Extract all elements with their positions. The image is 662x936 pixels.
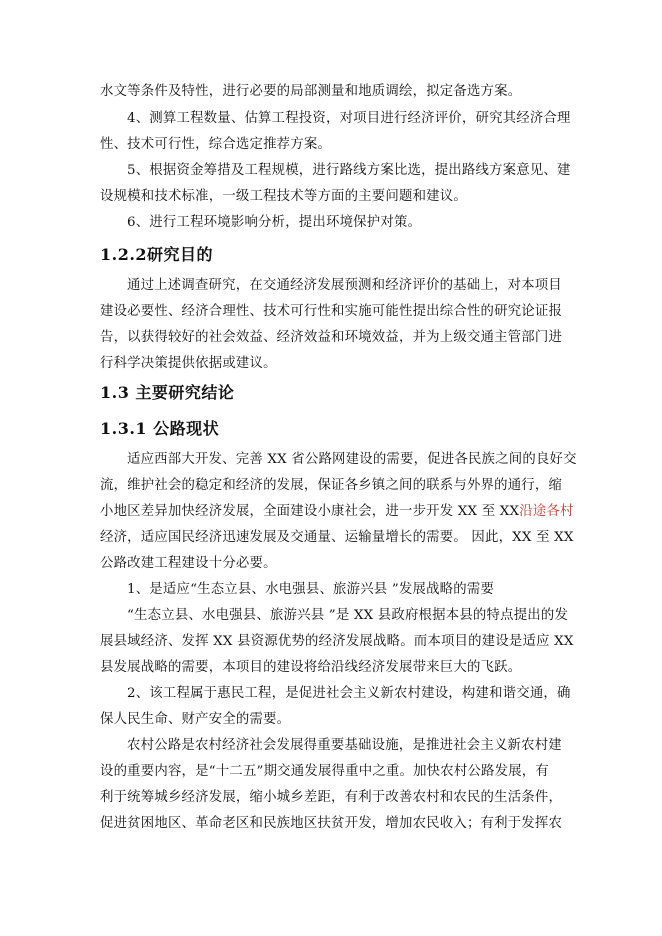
paragraph-line: 1、是适应“生态立县、水电强县、旅游兴县 ”发展战略的需要: [127, 582, 495, 597]
paragraph-line: 行科学决策提供依据或建议。: [100, 356, 277, 371]
paragraph-line: 5、根据资金筹措及工程规模，进行路线方案比选，提出路线方案意见、建: [127, 163, 571, 178]
paragraph-line: 性、技术可行性，综合选定推荐方案。: [100, 137, 332, 152]
section-heading-1-3-1: 1.3.1 公路现状: [100, 419, 220, 438]
paragraph-line: 适应西部大开发、完善 XX 省公路网建设的需要，促进各民族之间的良好交: [127, 452, 577, 467]
paragraph-line: 农村公路是农村经济社会发展得重要基础设施，是推进社会主义新农村建: [127, 738, 562, 753]
paragraph-line: 经济，适应国民经济迅速发展及交通量、运输量增长的需要。 因此，XX 至 XX: [100, 530, 574, 545]
paragraph-line: 保人民生命、财产安全的需要。: [100, 712, 291, 727]
paragraph-line: 促进贫困地区、革命老区和民族地区扶贫开发，增加农民收入；有利于发挥农: [100, 816, 563, 831]
paragraph-line: 流，维护社会的稳定和经济的发展，保证各乡镇之间的联系与外界的通行，缩: [100, 478, 563, 493]
paragraph-line: 设规模和技术标准，一级工程技术等方面的主要问题和建议。: [100, 189, 467, 204]
paragraph-line: 设的重要内容，是“十二五”期交通发展得重中之重。加快农村公路发展，有: [100, 764, 549, 779]
paragraph-line: 通过上述调查研究，在交通经济发展预测和经济评价的基础上，对本项目: [127, 278, 562, 293]
paragraph-line: “生态立县、水电强县、旅游兴县 ”是 XX 县政府根据本县的特点提出的发: [127, 608, 569, 623]
paragraph-line: [100, 503, 574, 521]
paragraph-line: 6、进行工程环境影响分析，提出环境保护对策。: [127, 215, 422, 230]
paragraph-line: 告，以获得较好的社会效益、经济效益和环境效益，并为上级交通主管部门进: [100, 330, 563, 345]
paragraph-line: 展县域经济、发挥 XX 县资源优势的经济发展战略。而本项目的建设是适应 XX: [100, 634, 574, 649]
paragraph-line: 水文等条件及特性，进行必要的局部测量和地质调绘，拟定备选方案。: [100, 84, 522, 99]
line-text: 小地区差异加快经济发展，全面建设小康社会，进一步开发 XX 至 XX: [100, 504, 520, 519]
section-heading-1-2-2: 1.2.2研究目的: [100, 245, 214, 264]
paragraph-line: 县发展战略的需要，本项目的建设将给沿线经济发展带来巨大的飞跃。: [100, 660, 522, 675]
paragraph-line: 4、测算工程数量、估算工程投资，对项目进行经济评价，研究其经济合理: [127, 111, 571, 126]
paragraph-line: 利于统筹城乡经济发展，缩小城乡差距，有利于改善农村和农民的生活条件，: [100, 790, 563, 805]
paragraph-line: 公路改建工程建设十分必要。: [100, 556, 277, 571]
section-heading-1-3: 1.3 主要研究结论: [100, 383, 235, 402]
highlighted-text: 沿途各村: [519, 504, 574, 519]
paragraph-line: 2、该工程属于惠民工程，是促进社会主义新农村建设，构建和谐交通，确: [127, 686, 571, 701]
paragraph-line: 建设必要性、经济合理性、技术可行性和实施可能性提出综合性的研究论证报: [100, 304, 563, 319]
